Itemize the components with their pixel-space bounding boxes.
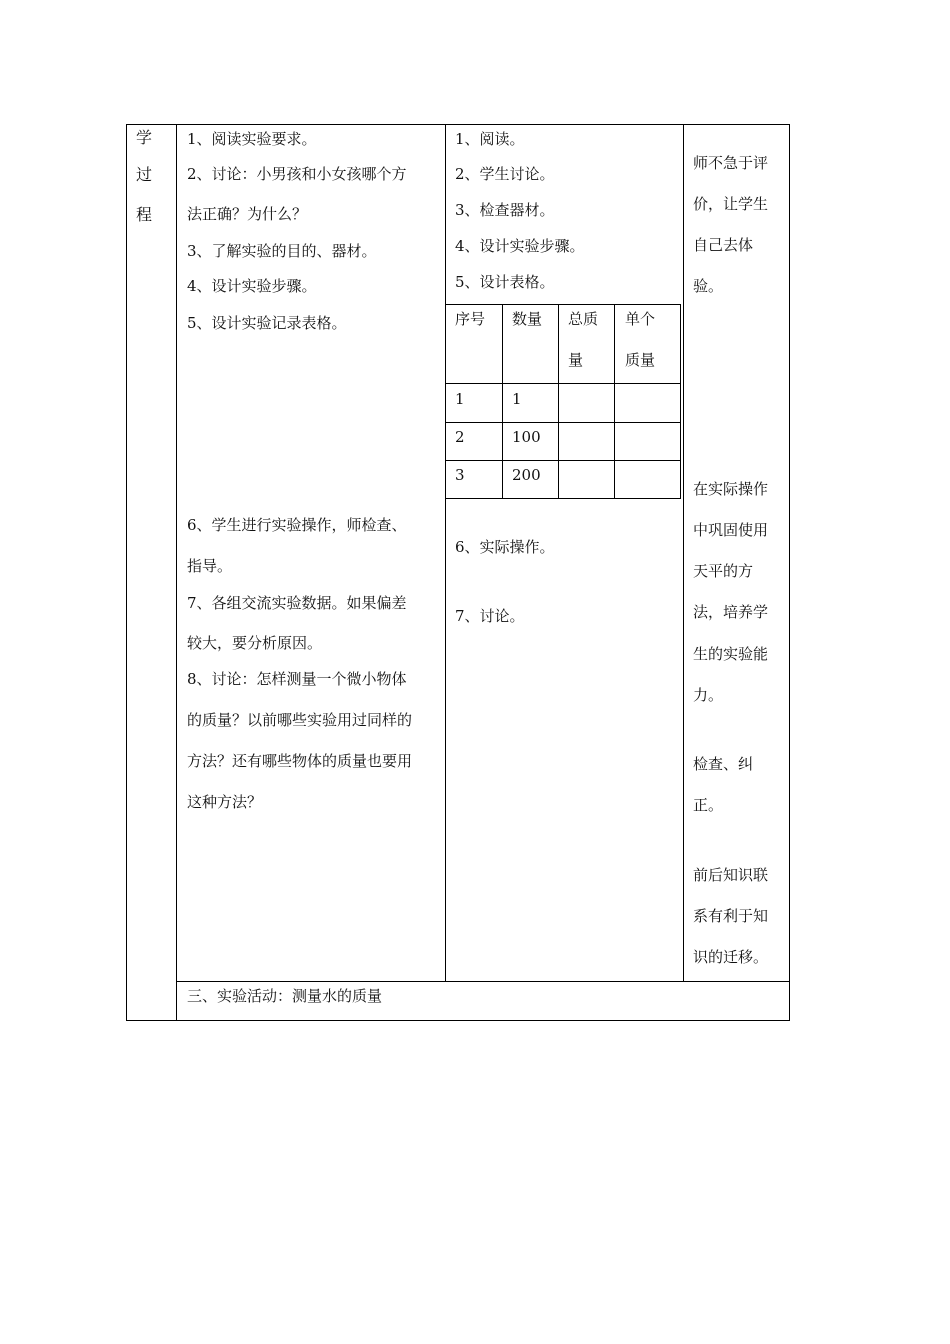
- record-table-header: 质量: [625, 351, 656, 369]
- teacher-activity-line: 7、各组交流实验数据。如果偏差: [187, 594, 407, 612]
- intent-note-line: 中巩固使用: [693, 521, 769, 539]
- student-activity-line: 7、讨论。: [455, 607, 525, 625]
- column-divider-3: [683, 124, 684, 982]
- record-table-cell: 2: [455, 428, 465, 446]
- teacher-activity-line: 指导。: [187, 557, 233, 575]
- student-activity-line: 2、学生讨论。: [455, 165, 555, 183]
- teacher-activity-line: 6、学生进行实验操作，师检查、: [187, 516, 407, 534]
- student-activity-line: 5、设计表格。: [455, 273, 555, 291]
- teacher-activity-line: 2、讨论：小男孩和小女孩哪个方: [187, 165, 407, 183]
- record-table-line: [446, 460, 681, 461]
- column-divider-1: [176, 124, 177, 1021]
- teacher-activity-line: 法正确？为什么？: [187, 205, 308, 223]
- record-table-cell: 3: [455, 466, 465, 484]
- student-activity-line: 4、设计实验步骤。: [455, 237, 585, 255]
- record-table-header: 单个: [625, 310, 656, 328]
- intent-note-line: 力。: [693, 686, 724, 704]
- intent-note-line: 前后知识联: [693, 866, 769, 884]
- section-label-char: 学: [136, 128, 153, 147]
- section-heading: 三、实验活动：测量水的质量: [187, 987, 383, 1005]
- teacher-activity-line: 1、阅读实验要求。: [187, 130, 317, 148]
- student-activity-line: 1、阅读。: [455, 130, 525, 148]
- table-border-right: [789, 124, 790, 1021]
- intent-note-line: 验。: [693, 277, 724, 295]
- record-table-line: [502, 304, 503, 499]
- intent-note-line: 法，培养学: [693, 603, 769, 621]
- record-table-line: [680, 304, 681, 499]
- record-table-header: 总质: [568, 310, 599, 328]
- row-divider-bottom: [176, 981, 790, 982]
- teacher-activity-line: 4、设计实验步骤。: [187, 277, 317, 295]
- record-table-line: [446, 422, 681, 423]
- record-table-line: [446, 383, 681, 384]
- record-table-cell: 100: [512, 428, 541, 446]
- record-table-header: 序号: [455, 310, 486, 328]
- table-border-left: [126, 124, 127, 1021]
- intent-note-line: 在实际操作: [693, 480, 769, 498]
- section-label-char: 程: [136, 205, 153, 224]
- teacher-activity-line: 的质量？以前哪些实验用过同样的: [187, 711, 413, 729]
- record-table-header: 数量: [512, 310, 543, 328]
- record-table-line: [446, 304, 681, 305]
- teacher-activity-line: 较大，要分析原因。: [187, 634, 323, 652]
- record-table-line: [446, 498, 681, 499]
- student-activity-line: 6、实际操作。: [455, 538, 555, 556]
- teacher-activity-line: 3、了解实验的目的、器材。: [187, 242, 377, 260]
- intent-note-line: 师不急于评: [693, 154, 769, 172]
- teacher-activity-line: 8、讨论：怎样测量一个微小物体: [187, 670, 407, 688]
- section-label-char: 过: [136, 165, 153, 184]
- table-border-bottom: [126, 1020, 790, 1021]
- intent-note-line: 天平的方: [693, 562, 754, 580]
- intent-note-line: 检查、纠: [693, 755, 754, 773]
- record-table-line: [558, 304, 559, 499]
- teacher-activity-line: 方法？还有哪些物体的质量也要用: [187, 752, 413, 770]
- record-table-line: [614, 304, 615, 499]
- intent-note-line: 生的实验能: [693, 645, 769, 663]
- record-table-cell: 1: [512, 390, 522, 408]
- intent-note-line: 自己去体: [693, 236, 754, 254]
- teacher-activity-line: 5、设计实验记录表格。: [187, 314, 347, 332]
- intent-note-line: 识的迁移。: [693, 948, 769, 966]
- column-divider-2: [445, 124, 446, 982]
- record-table-header: 量: [568, 351, 584, 369]
- teacher-activity-line: 这种方法？: [187, 793, 263, 811]
- record-table-cell: 200: [512, 466, 541, 484]
- record-table-cell: 1: [455, 390, 465, 408]
- student-activity-line: 3、检查器材。: [455, 201, 555, 219]
- intent-note-line: 系有利于知: [693, 907, 769, 925]
- intent-note-line: 价，让学生: [693, 195, 769, 213]
- table-border-top: [126, 124, 790, 125]
- intent-note-line: 正。: [693, 796, 724, 814]
